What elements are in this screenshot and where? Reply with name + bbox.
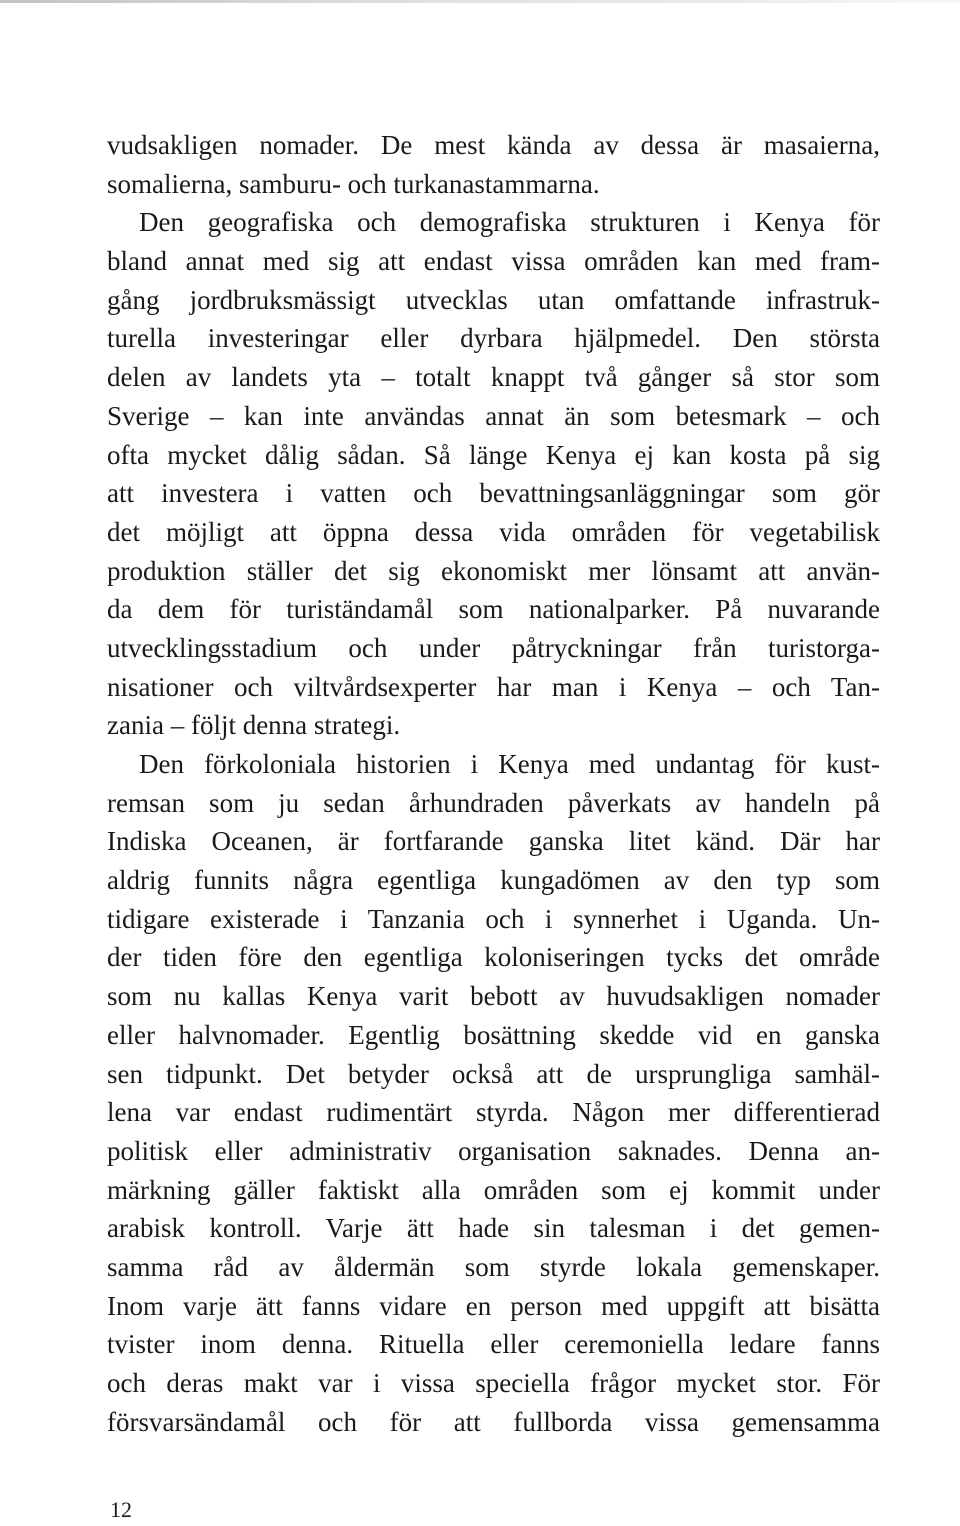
text-line: zania – följt denna strategi. (107, 710, 401, 741)
scan-edge-shadow (0, 0, 960, 3)
page-number: 12 (110, 1497, 132, 1522)
text-line: utvecklingsstadium och under påtryckningar från turistorga- (107, 632, 880, 663)
text-line: turella investeringar eller dyrbara hjälpmedel. Den största (107, 323, 880, 354)
text-line: delen av landets yta – totalt knappt två gånger så stor som (107, 362, 880, 393)
text-line: eller halvnomader. Egentlig bosättning skedde vid en ganska (107, 1019, 880, 1050)
text-line: Sverige – kan inte användas annat än som betesmark – och (107, 400, 880, 431)
text-line: produktion ställer det sig ekonomiskt mer lönsamt att använ- (107, 555, 880, 586)
text-line: märkning gäller faktiskt alla områden som ej kommit under (107, 1174, 880, 1205)
text-line: aldrig funnits några egentliga kungadömen av den typ som (107, 865, 880, 896)
text-line: tidigare existerade i Tanzania och i synnerhet i Uganda. Un- (107, 903, 880, 934)
text-line: försvarsändamål och för att fullborda vissa gemensamma (107, 1406, 880, 1437)
text-line: politisk eller administrativ organisation saknades. Denna an- (107, 1135, 880, 1166)
text-line: somalierna, samburu- och turkanastammarna. (107, 168, 600, 199)
text-line: att investera i vatten och bevattningsanläggningar som gör (107, 478, 880, 509)
text-line: som nu kallas Kenya varit bebott av huvudsakligen nomader (107, 981, 880, 1012)
text-line: der tiden före den egentliga koloniseringen tycks det område (107, 942, 880, 973)
text-line: samma råd av åldermän som styrde lokala gemenskaper. (107, 1251, 880, 1282)
text-line: Den förkoloniala historien i Kenya med undantag för kust- (139, 749, 880, 779)
text-line: Inom varje ätt fanns vidare en person med uppgift att bisätta (107, 1290, 880, 1321)
text-line: da dem för turiständamål som nationalparker. På nuvarande (107, 594, 880, 625)
text-line: arabisk kontroll. Varje ätt hade sin talesman i det gemen- (107, 1213, 880, 1244)
text-line: och deras makt var i vissa speciella frågor mycket stor. För (107, 1368, 880, 1398)
text-line: ofta mycket dålig sådan. Så länge Kenya ej kan kosta på sig (107, 439, 880, 470)
text-line: Den geografiska och demografiska strukturen i Kenya för (139, 207, 880, 238)
text-line: vudsakligen nomader. De mest kända av dessa är masaierna, (107, 130, 880, 160)
text-line: tvister inom denna. Rituella eller ceremoniella ledare fanns (107, 1329, 880, 1360)
text-line: remsan som ju sedan århundraden påverkats av handeln på (107, 787, 880, 818)
text-line: Indiska Oceanen, är fortfarande ganska litet känd. Där har (107, 826, 880, 857)
body-text (107, 126, 880, 1441)
text-line: nisationer och viltvårdsexperter har man i Kenya – och Tan- (107, 671, 880, 702)
text-line: sen tidpunkt. Det betyder också att de ursprungliga samhäl- (107, 1058, 880, 1089)
text-line: gång jordbruksmässigt utvecklas utan omfattande infrastruk- (107, 284, 880, 315)
text-line: lena var endast rudimentärt styrda. Någon mer differentierad (107, 1097, 880, 1128)
text-line: det möjligt att öppna dessa vida områden för vegetabilisk (107, 516, 880, 547)
text-line: bland annat med sig att endast vissa områden kan med fram- (107, 246, 880, 277)
